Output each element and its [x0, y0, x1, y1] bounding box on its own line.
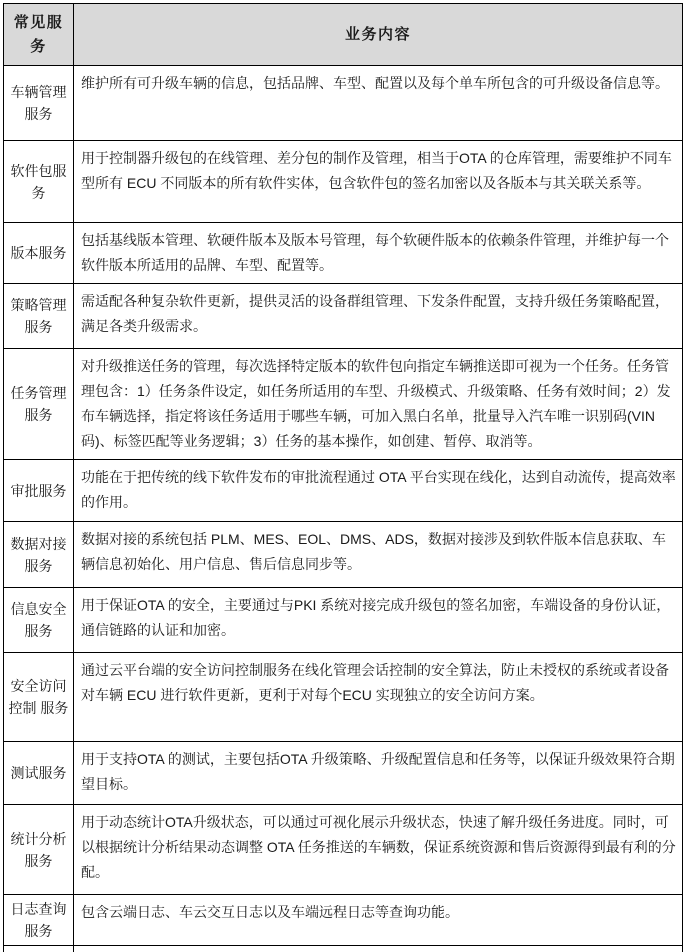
service-name-cell: 软件包服务: [4, 141, 74, 223]
header-row: [4, 4, 683, 66]
services-table: [3, 3, 683, 952]
table-row: [4, 460, 683, 522]
service-content-cell: 用于支持OTA 的测试，主要包括OTA 升级策略、升级配置信息和任务等，以保证升级效果符合期望目标。: [74, 742, 683, 805]
table-row: [4, 653, 683, 742]
table-row: [4, 805, 683, 895]
table-row: [4, 223, 683, 284]
service-content-cell: 需适配各种复杂软件更新，提供灵活的设备群组管理、下发条件配置，支持升级任务策略配置，满足各类升级需求。: [74, 284, 683, 349]
table-row: [4, 588, 683, 653]
header-cell-content: 业务内容: [74, 4, 683, 66]
service-content-cell: 维护所有可升级车辆的信息，包括品牌、车型、配置以及每个单车所包含的可升级设备信息等。: [74, 66, 683, 141]
service-content-cell: 用于保证OTA 的安全，主要通过与PKI 系统对接完成升级包的签名加密，车端设备的身份认证，通信链路的认证和加密。: [74, 588, 683, 653]
table-row: [4, 284, 683, 349]
table-row: [4, 895, 683, 946]
service-name-cell: 统计分析服务: [4, 805, 74, 895]
table-row: [4, 349, 683, 460]
service-content-cell: 功能在于把传统的线下软件发布的审批流程通过 OTA 平台实现在线化，达到自动流传，提高效率的作用。: [74, 460, 683, 522]
service-name-cell: 审批服务: [4, 460, 74, 522]
service-name-cell: 测试服务: [4, 742, 74, 805]
service-name-cell: 日志查询服务: [4, 895, 74, 946]
service-name-cell: 策略管理服务: [4, 284, 74, 349]
service-content-cell: 用于控制器升级包的在线管理、差分包的制作及管理，相当于OTA 的仓库管理，需要维护不同车型所有 ECU 不同版本的所有软件实体，包含软件包的签名加密以及各版本与其关联关系等。: [74, 141, 683, 223]
service-name-cell: 版本服务: [4, 223, 74, 284]
table-row: [4, 66, 683, 141]
service-content-cell: [74, 946, 683, 952]
service-content-cell: 数据对接的系统包括 PLM、MES、EOL、DMS、ADS，数据对接涉及到软件版本信息获取、车辆信息初始化、用户信息、售后信息同步等。: [74, 522, 683, 588]
service-content-cell: 包含云端日志、车云交互日志以及车端远程日志等查询功能。: [74, 895, 683, 946]
table-row-partial: [4, 946, 683, 952]
partial-row-clipped: [4, 946, 683, 952]
table-row: [4, 141, 683, 223]
table-body: [4, 66, 683, 946]
table-row: [4, 742, 683, 805]
service-content-cell: 对升级推送任务的管理，每次选择特定版本的软件包向指定车辆推送即可视为一个任务。任务管理包含：1）任务条件设定，如任务所适用的车型、升级模式、升级策略、任务有效时间；2）发布车辆选择，指定将该任务适用于哪些车辆，可加入黑白名单，批量导入汽车唯一识别码(VIN 码)、标签匹配等业务逻辑；3）任务的基本操作，如创建、暂停、取消等。: [74, 349, 683, 460]
service-name-cell: 任务管理服务: [4, 349, 74, 460]
service-content-cell: 通过云平台端的安全访问控制服务在线化管理会话控制的安全算法，防止未授权的系统或者设备对车辆 ECU 进行软件更新，更利于对每个ECU 实现独立的安全访问方案。: [74, 653, 683, 742]
service-name-cell: 车辆管理服务: [4, 66, 74, 141]
service-name-cell: 数据对接服务: [4, 522, 74, 588]
service-name-cell: 信息安全服务: [4, 588, 74, 653]
header-cell-service: 常见服务: [4, 4, 74, 66]
service-content-cell: 用于动态统计OTA升级状态，可以通过可视化展示升级状态，快速了解升级任务进度。同时，可以根据统计分析结果动态调整 OTA 任务推送的车辆数，保证系统资源和售后资源得到最有利的分配。: [74, 805, 683, 895]
service-content-cell: 包括基线版本管理、软硬件版本及版本号管理，每个软硬件版本的依赖条件管理，并维护每一个软件版本所适用的品牌、车型、配置等。: [74, 223, 683, 284]
service-name-cell: [4, 946, 74, 952]
table-row: [4, 522, 683, 588]
service-name-cell: 安全访问控制 服务: [4, 653, 74, 742]
